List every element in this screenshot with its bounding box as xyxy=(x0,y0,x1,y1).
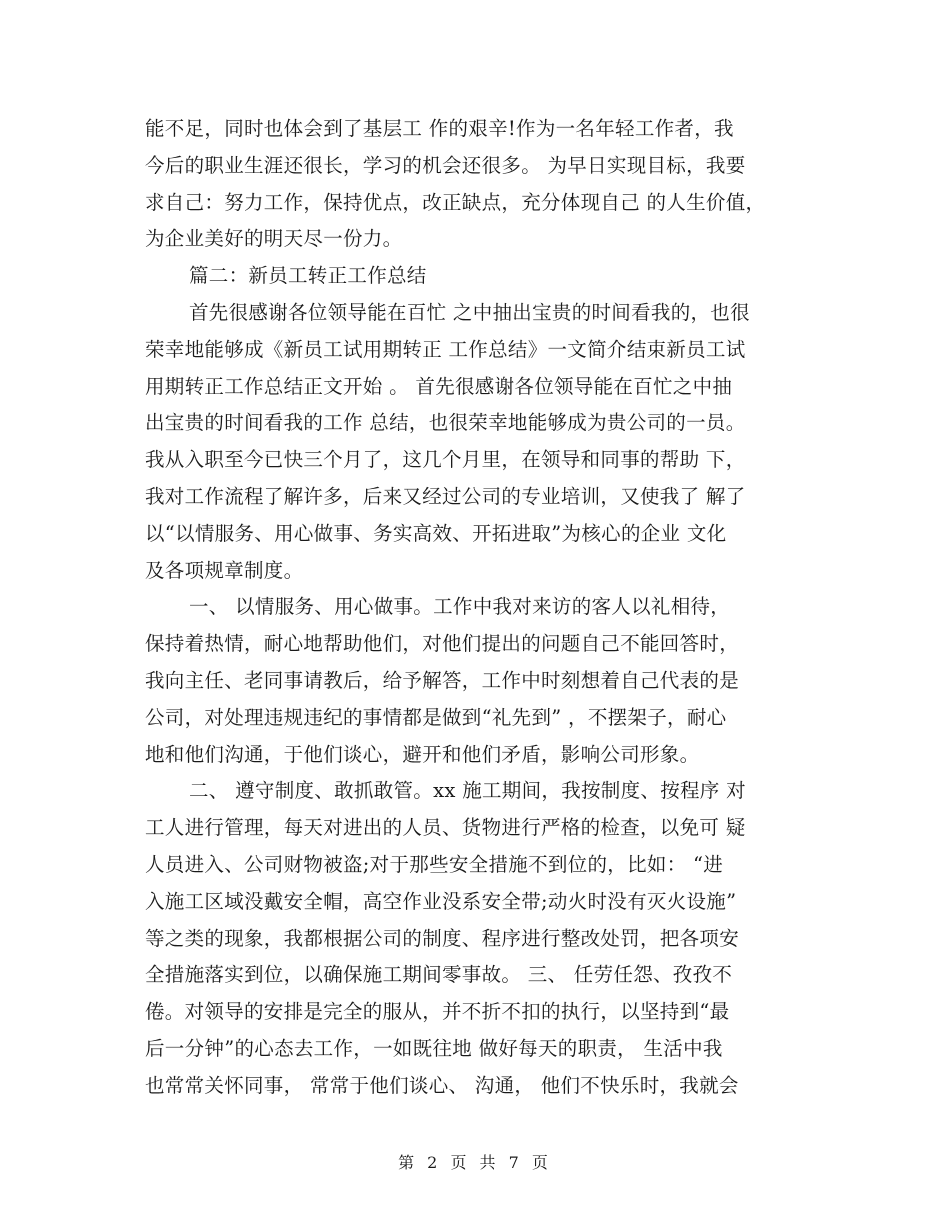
section-heading: 篇二：新员工转正工作总结 xyxy=(189,264,427,288)
text-line: 我向主任、老同事请教后，给予解答，工作中时刻想着自己代表的是 xyxy=(145,668,740,692)
text-line: 以“以情服务、用心做事、务实高效、开拓进取”为核心的企业 文化 xyxy=(145,521,727,545)
text-line: 后一分钟”的心态去工作，一如既往地 做好每天的职责， 生活中我 xyxy=(145,1036,723,1060)
text-line: 我从入职至今已快三个月了，这几个月里，在领导和同事的帮助 下， xyxy=(145,448,746,472)
text-line: 入施工区域没戴安全帽，高空作业没系安全带;动火时没有灭火设施” xyxy=(145,889,737,913)
text-line: 二、 遵守制度、敢抓敢管。xx 施工期间，我按制度、按程序 对 xyxy=(189,779,746,803)
text-line: 今后的职业生涯还很长，学习的机会还很多。 为早日实现目标，我要 xyxy=(145,153,746,177)
text-line: 及各项规章制度。 xyxy=(145,558,304,582)
text-line: 也常常关怀同事， 常常于他们谈心、 沟通， 他们不快乐时，我就会 xyxy=(145,1073,739,1097)
text-line: 求自己：努力工作，保持优点，改正缺点，充分体现自己 的人生价值， xyxy=(145,190,766,214)
text-line: 出宝贵的时间看我的工作 总结，也很荣幸地能够成为贵公司的一员。 xyxy=(145,411,746,435)
document-body xyxy=(145,111,825,1105)
text-line: 一、 以情服务、用心做事。工作中我对来访的客人以礼相待， xyxy=(189,595,731,619)
text-line: 倦。对领导的安排是完全的服从，并不折不扣的执行，以坚持到“最 xyxy=(145,1000,730,1024)
text-line: 地和他们沟通，于他们谈心，避开和他们矛盾，影响公司形象。 xyxy=(145,742,700,766)
text-line: 首先很感谢各位领导能在百忙 之中抽出宝贵的时间看我的，也很 xyxy=(189,300,750,324)
text-line: 能不足，同时也体会到了基层工 作的艰辛!作为一名年轻工作者，我 xyxy=(145,117,734,140)
text-line: 荣幸地能够成《新员工试用期转正 工作总结》一文简介结束新员工试 xyxy=(145,337,746,361)
text-line: 我对工作流程了解许多，后来又经过公司的专业培训，又使我了 解了 xyxy=(145,484,746,508)
text-line: 用期转正工作总结正文开始 。 首先很感谢各位领导能在百忙之中抽 xyxy=(145,374,733,398)
text-line: 全措施落实到位，以确保施工期间零事故。 三、 任劳任怨、孜孜不 xyxy=(145,963,733,987)
text-line: 为企业美好的明天尽一份力。 xyxy=(145,227,403,251)
text-line: 工人进行管理，每天对进出的人员、货物进行严格的检查，以免可 疑 xyxy=(145,816,746,840)
page-number-footer: 第 2 页 共 7 页 xyxy=(398,1153,552,1172)
text-line: 公司，对处理违规违纪的事情都是做到“礼先到” ，不摆架子，耐心 xyxy=(145,705,727,729)
text-line: 等之类的现象，我都根据公司的制度、程序进行整改处罚，把各项安 xyxy=(145,926,740,950)
text-line: 保持着热情，耐心地帮助他们，对他们提出的问题自己不能回答时， xyxy=(145,632,740,656)
text-line: 人员进入、公司财物被盗;对于那些安全措施不到位的，比如： “进 xyxy=(145,852,724,876)
